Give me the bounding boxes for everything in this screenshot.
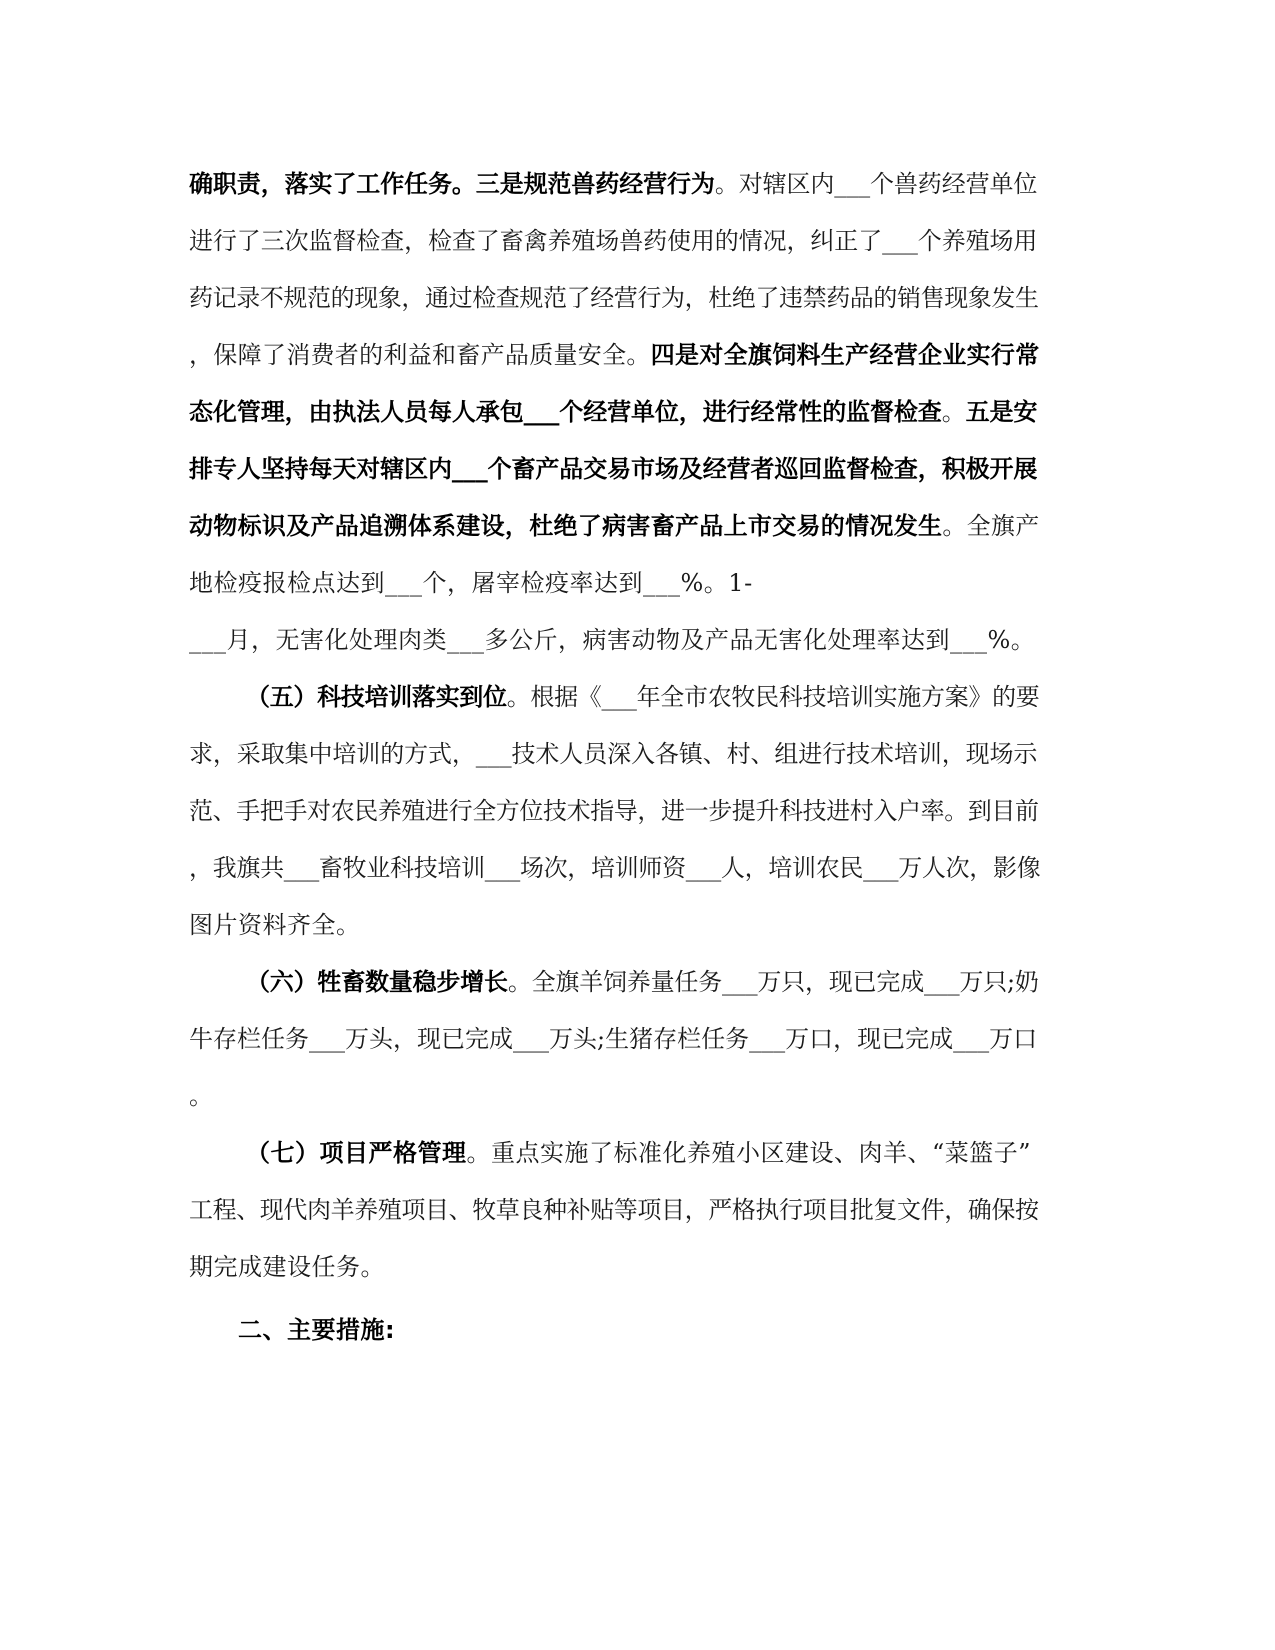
section-five-line	[246, 681, 1040, 713]
bold-text: 确职责，落实了工作任务。三是规范兽药经营行为	[189, 170, 715, 198]
body-text: 。全旗产	[942, 512, 1040, 540]
text-line	[189, 453, 1037, 485]
text-line	[189, 339, 1040, 371]
body-text: 期完成建设任务。	[189, 1253, 385, 1281]
section-seven-line	[246, 1137, 1031, 1169]
body-text: 。全旗羊饲养量任务___万只，现已完成___万只;奶	[507, 968, 1039, 996]
bold-text: 动物标识及产品追溯体系建设，杜绝了病害畜产品上市交易的情况发生	[189, 512, 943, 540]
section-six-line	[246, 966, 1039, 998]
body-text: 工程、现代肉羊养殖项目、牧草良种补贴等项目，严格执行项目批复文件，确保按	[189, 1196, 1039, 1224]
body-text: ，保障了消费者的利益和畜产品质量安全。	[189, 341, 651, 369]
main-measures-heading	[238, 1314, 395, 1346]
body-text: 。	[941, 398, 966, 426]
text-line	[189, 852, 1040, 884]
body-text: 。对辖区内___个兽药经营单位	[714, 170, 1038, 198]
body-text: 。	[189, 1082, 214, 1110]
text-line	[189, 225, 1037, 257]
bold-text: 五是安	[965, 398, 1038, 426]
body-text: 进行了三次监督检查，检查了畜禽养殖场兽药使用的情况，纠正了___个养殖场用	[189, 227, 1038, 255]
text-line	[189, 567, 753, 599]
section-heading: （五）科技培训落实到位	[246, 683, 507, 711]
text-line	[189, 909, 361, 941]
text-line	[189, 396, 1037, 428]
text-line	[189, 1080, 214, 1112]
section-heading: （七）项目严格管理	[246, 1139, 467, 1167]
text-line	[189, 795, 1039, 827]
body-text: 求，采取集中培训的方式，___技术人员深入各镇、村、组进行技术培训，现场示	[189, 740, 1038, 768]
text-line	[189, 1023, 1037, 1055]
section-heading: （六）牲畜数量稳步增长	[246, 968, 508, 996]
text-line	[189, 282, 1039, 314]
body-text: 药记录不规范的现象，通过检查规范了经营行为，杜绝了违禁药品的销售现象发生	[189, 284, 1039, 312]
text-line	[189, 624, 1035, 656]
bold-text: 四是对全旗饲料生产经营企业实行常	[650, 341, 1040, 369]
body-text: 地检疫报检点达到___个，屠宰检疫率达到___%。1-	[189, 569, 753, 597]
body-text: ，我旗共___畜牧业科技培训___场次，培训师资___人，培训农民___万人次，影像	[189, 854, 1041, 882]
body-text: 。根据《___年全市农牧民科技培训实施方案》的要	[506, 683, 1040, 711]
section-heading: 二、主要措施:	[238, 1316, 396, 1344]
text-line	[189, 738, 1037, 770]
text-line	[189, 1251, 385, 1283]
body-text: 图片资料齐全。	[189, 911, 361, 939]
bold-text: 态化管理，由执法人员每人承包___个经营单位，进行经常性的监督检查	[189, 398, 942, 426]
body-text: ___月，无害化处理肉类___多公斤，病害动物及产品无害化处理率达到___%。	[189, 626, 1036, 654]
bold-text: 排专人坚持每天对辖区内___个畜产品交易市场及经营者巡回监督检查，积极开展	[189, 455, 1038, 483]
body-text: 范、手把手对农民养殖进行全方位技术指导，进一步提升科技进村入户率。到目前	[189, 797, 1039, 825]
text-line	[189, 510, 1040, 542]
text-line	[189, 1194, 1039, 1226]
body-text: 。重点实施了标准化养殖小区建设、肉羊、“菜篮子”	[466, 1139, 1032, 1167]
text-line	[189, 168, 1037, 200]
body-text: 牛存栏任务___万头，现已完成___万头;生猪存栏任务___万口，现已完成___万口	[189, 1025, 1038, 1053]
